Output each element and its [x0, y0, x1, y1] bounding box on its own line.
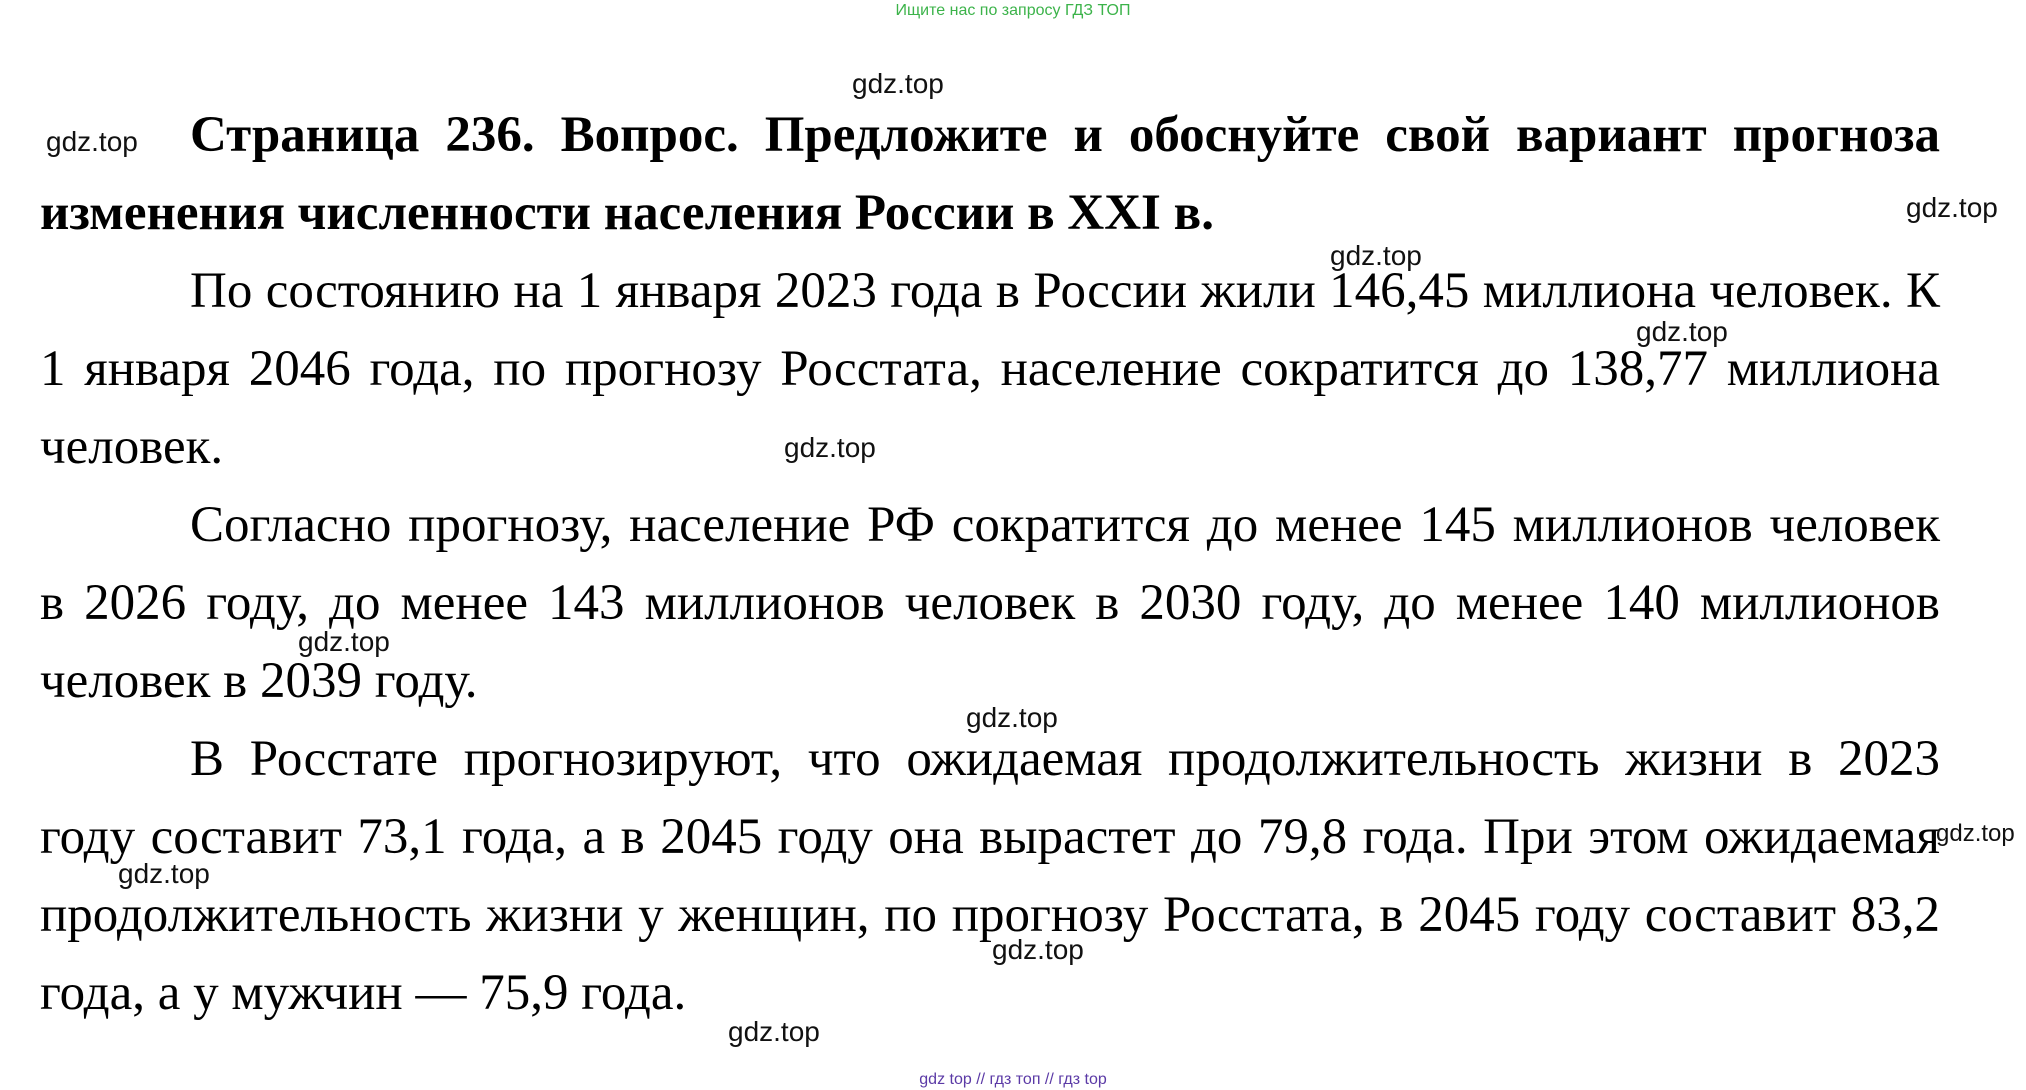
watermark: gdz.top [118, 858, 210, 889]
watermark: gdz.top [298, 626, 390, 657]
top-notice: Ищите нас по запросу ГДЗ ТОП [895, 2, 1131, 19]
watermark: gdz.top [1636, 316, 1728, 347]
watermark: gdz.top [46, 126, 138, 157]
question-heading: Страница 236. Вопрос. Предложите и обоснуйте свой вариант прогноза изменения численности населения России в XXI в. [40, 107, 1940, 241]
watermark: gdz.top [966, 702, 1058, 733]
bottom-notice: gdz top // гдз топ // гдз top [919, 1071, 1107, 1088]
document-body [40, 96, 1940, 1032]
watermark: gdz.top [1330, 240, 1422, 271]
watermark: gdz.top [728, 1016, 820, 1047]
paragraph-life-expectancy: В Росстате прогнозируют, что ожидаемая продолжительность жизни в 2023 году составит 73,1 года, а в 2045 году она вырастет до 79,8 года. При этом ожидаемая продолжительность жизни у женщин, по прогнозу Росстата, в 2045 году составит 83,2 года, а у мужчин — 75,9 года. [40, 731, 1940, 1021]
watermark: gdz.top [992, 934, 1084, 965]
watermark: gdz.top [1936, 820, 2015, 847]
watermark: gdz.top [784, 432, 876, 463]
paragraph-forecast: Согласно прогнозу, население РФ сократится до менее 145 миллионов человек в 2026 году, до менее 143 миллионов человек в 2030 году, до менее 140 миллионов человек в 2039 году. [40, 497, 1940, 709]
paragraph-population: По состоянию на 1 января 2023 года в России жили 146,45 миллиона человек. К 1 января 2046 года, по прогнозу Росстата, население сократится до 138,77 миллиона человек. [40, 263, 1940, 475]
watermark: gdz.top [852, 68, 944, 99]
watermark: gdz.top [1906, 192, 1998, 223]
